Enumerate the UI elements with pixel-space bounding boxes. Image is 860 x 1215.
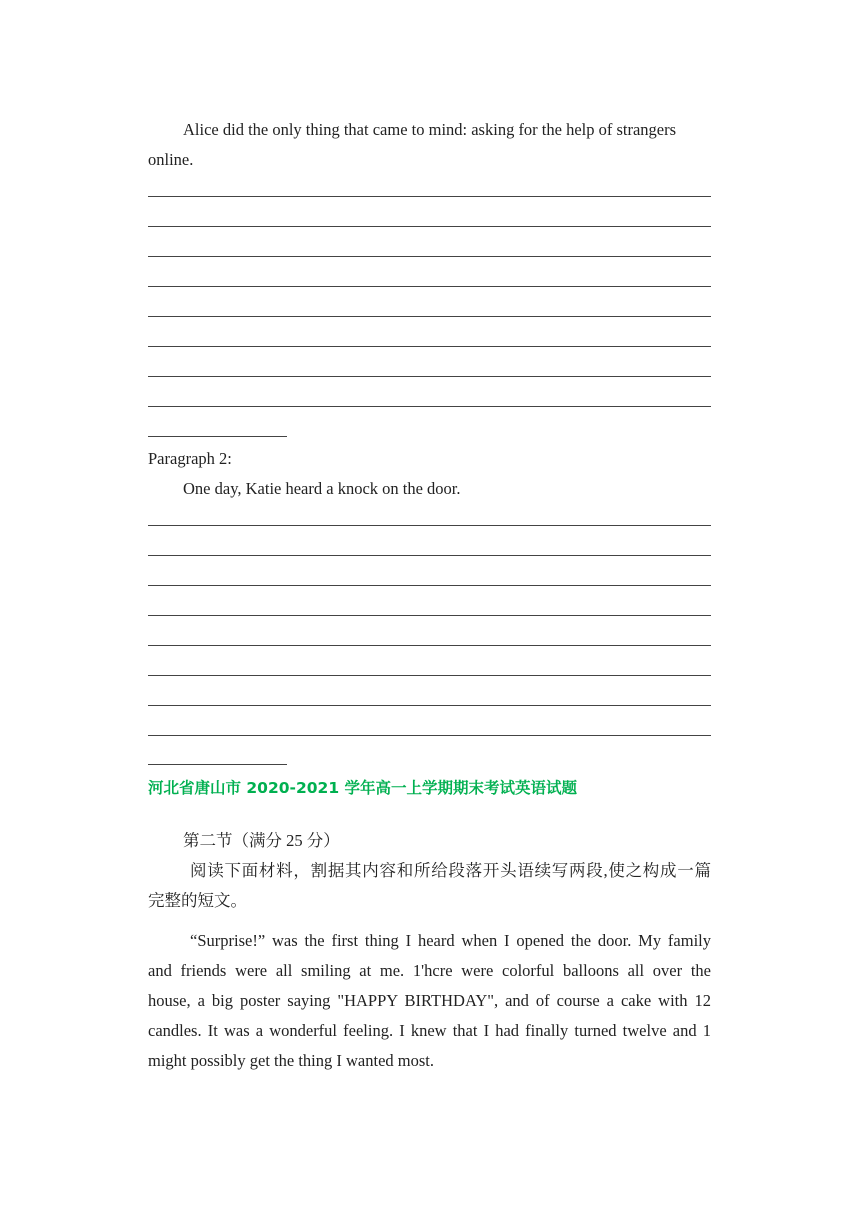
writing-line bbox=[148, 346, 711, 347]
passage-line: and friends were all smiling at me. 1'hcre were colorful balloons all over the bbox=[148, 961, 711, 980]
section-title: 河北省唐山市 2020-2021 学年高一上学期期末考试英语试题 bbox=[148, 779, 578, 797]
paragraph2-label: Paragraph 2: bbox=[148, 449, 232, 468]
writing-line bbox=[148, 645, 711, 646]
writing-line bbox=[148, 316, 711, 317]
instruction-line1: 阅读下面材料，割据其内容和所给段落开头语续写两段,使之构成一篇 bbox=[190, 861, 711, 880]
writing-line-short bbox=[148, 436, 287, 437]
writing-line bbox=[148, 585, 711, 586]
writing-line bbox=[148, 735, 711, 736]
passage-line: “Surprise!” was the first thing I heard when I opened the door. My family bbox=[190, 931, 711, 950]
writing-line-short bbox=[148, 764, 287, 765]
writing-line bbox=[148, 705, 711, 706]
writing-line bbox=[148, 226, 711, 227]
writing-line bbox=[148, 256, 711, 257]
paragraph1-opening-line1: Alice did the only thing that came to mind: asking for the help of strangers bbox=[183, 120, 677, 139]
paragraph1-opening-line2: online. bbox=[148, 150, 194, 169]
passage-line: house, a big poster saying "HAPPY BIRTHDAY", and of course a cake with 12 bbox=[148, 991, 711, 1010]
writing-line bbox=[148, 615, 711, 616]
writing-line bbox=[148, 525, 711, 526]
writing-line bbox=[148, 376, 711, 377]
instruction-line2: 完整的短文。 bbox=[148, 891, 247, 910]
passage-line: candles. It was a wonderful feeling. I knew that I had finally turned twelve and 1 bbox=[148, 1021, 711, 1040]
section-part-label: 第二节（满分 25 分） bbox=[183, 831, 340, 850]
writing-line bbox=[148, 406, 711, 407]
paragraph2-opening: One day, Katie heard a knock on the door. bbox=[183, 479, 461, 498]
writing-line bbox=[148, 555, 711, 556]
passage-line: might possibly get the thing I wanted most. bbox=[148, 1051, 434, 1070]
writing-line bbox=[148, 286, 711, 287]
writing-line bbox=[148, 196, 711, 197]
writing-line bbox=[148, 675, 711, 676]
